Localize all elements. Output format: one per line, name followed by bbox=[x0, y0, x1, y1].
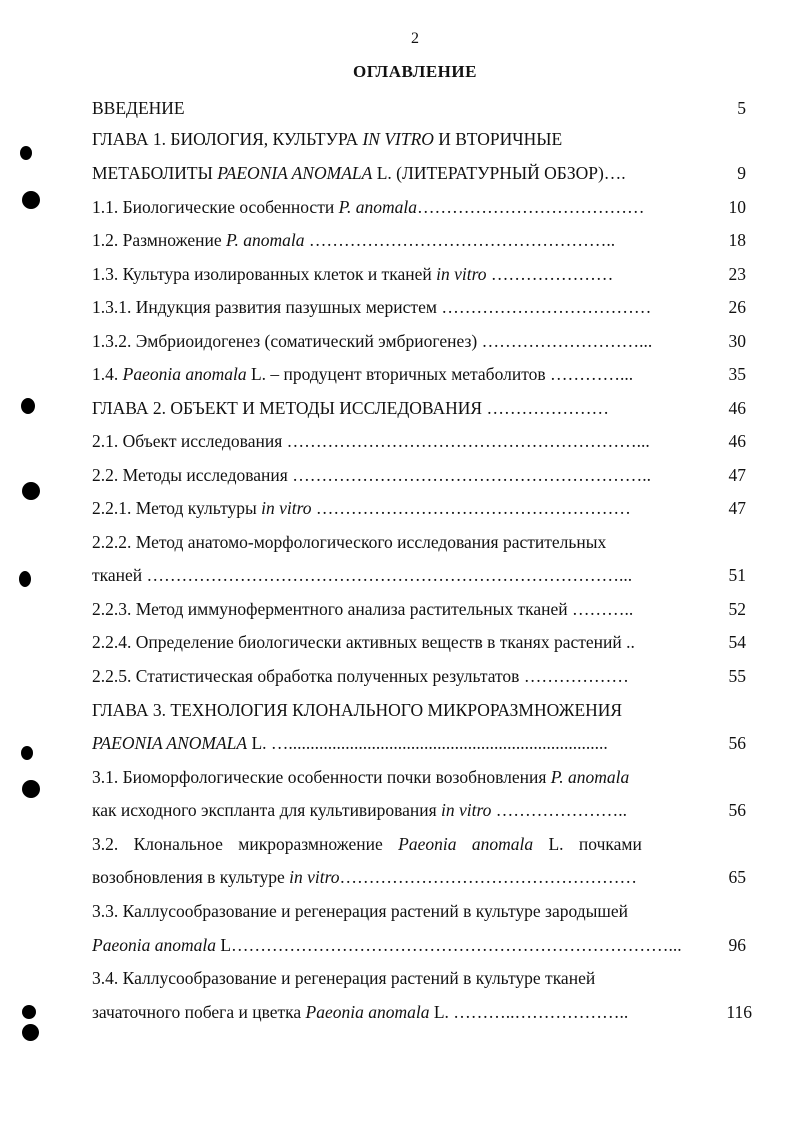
punch-hole-mark bbox=[22, 482, 40, 500]
page-title: ОГЛАВЛЕНИЕ bbox=[353, 62, 477, 81]
toc-entry-1-3-2: 1.3.2. Эмбриоидогенез (соматический эмбриогенез) ………………………... bbox=[92, 331, 653, 351]
toc-entry-ch2: ГЛАВА 2. ОБЪЕКТ И МЕТОДЫ ИССЛЕДОВАНИЯ ………………… bbox=[92, 398, 609, 418]
toc-entry-1-1: 1.1. Биологические особенности P. anomala………………………………… bbox=[92, 197, 645, 217]
toc-entry-2-2-1: 2.2.1. Метод культуры in vitro ……………………………………………… bbox=[92, 498, 631, 518]
toc-page: 65 bbox=[728, 867, 746, 887]
toc-page: 23 bbox=[728, 264, 746, 284]
toc-entry-ch1: ГЛАВА 1. БИОЛОГИЯ, КУЛЬТУРА IN VITRO И ВТОРИЧНЫЕ bbox=[92, 129, 563, 149]
toc-entry-2-2-5: 2.2.5. Статистическая обработка полученных результатов ……………… bbox=[92, 666, 629, 686]
toc-page: 96 bbox=[728, 935, 746, 955]
toc-entry-2-1: 2.1. Объект исследования ……………………………………………………... bbox=[92, 431, 650, 451]
toc-entry-1-3-1: 1.3.1. Индукция развития пазушных меристем ……………………………… bbox=[92, 297, 652, 317]
toc-entry-3-1: 3.1. Биоморфологические особенности почки возобновления P. anomala bbox=[92, 767, 630, 787]
punch-hole-mark bbox=[20, 146, 32, 160]
toc-entry-2-2-2: 2.2.2. Метод анатомо-морфологического исследования растительных bbox=[92, 532, 607, 552]
toc-entry-intro: ВВЕДЕНИЕ bbox=[92, 98, 185, 118]
toc-entry-1-3: 1.3. Культура изолированных клеток и тканей in vitro ………………… bbox=[92, 264, 614, 284]
toc-page: 54 bbox=[728, 632, 746, 652]
punch-hole-mark bbox=[22, 1024, 39, 1041]
toc-entry-2-2-2-cont: тканей ………………………………………………………………………... bbox=[92, 565, 633, 585]
toc-entry-2-2: 2.2. Методы исследования …………………………………………………….. bbox=[92, 465, 651, 485]
toc-entry-3-4-cont: зачаточного побега и цветка Paeonia anomala L. ………..……………….. bbox=[92, 1002, 629, 1022]
toc-page: 10 bbox=[728, 197, 746, 217]
toc-entry-ch3: ГЛАВА 3. ТЕХНОЛОГИЯ КЛОНАЛЬНОГО МИКРОРАЗМНОЖЕНИЯ bbox=[92, 700, 623, 720]
toc-page: 46 bbox=[728, 398, 746, 418]
toc-page: 51 bbox=[728, 565, 746, 585]
punch-hole-mark bbox=[21, 746, 33, 760]
toc-page: 55 bbox=[728, 666, 746, 686]
toc-page: 35 bbox=[728, 364, 746, 384]
toc-page: 47 bbox=[728, 465, 746, 485]
toc-entry-3-2-cont: возобновления в культуре in vitro…………………………………………… bbox=[92, 867, 638, 887]
toc-page: 5 bbox=[737, 98, 746, 118]
toc-page: 26 bbox=[728, 297, 746, 317]
toc-entry-3-2: 3.2. Клональное микроразмножение Paeonia anomala L. почками bbox=[92, 834, 642, 854]
toc-entry-3-4: 3.4. Каллусообразование и регенерация растений в культуре тканей bbox=[92, 968, 596, 988]
toc-page: 56 bbox=[728, 733, 746, 753]
toc-entry-ch1-cont: МЕТАБОЛИТЫ PAEONIA ANOMALA L. (ЛИТЕРАТУРНЫЙ ОБЗОР)…. bbox=[92, 163, 626, 183]
toc-page: 52 bbox=[728, 599, 746, 619]
toc-page: 46 bbox=[728, 431, 746, 451]
toc-page: 9 bbox=[737, 163, 746, 183]
toc-entry-3-1-cont: как исходного экспланта для культивирования in vitro ………………….. bbox=[92, 800, 628, 820]
toc-page: 116 bbox=[726, 1002, 752, 1022]
toc-entry-1-2: 1.2. Размножение P. anomala …………………………………………….. bbox=[92, 230, 616, 250]
toc-entry-3-3: 3.3. Каллусообразование и регенерация растений в культуре зародышей bbox=[92, 901, 628, 921]
toc-page: 47 bbox=[728, 498, 746, 518]
toc-entry-1-4: 1.4. Paeonia anomala L. – продуцент вторичных метаболитов …………... bbox=[92, 364, 634, 384]
toc-page: 56 bbox=[728, 800, 746, 820]
punch-hole-mark bbox=[19, 571, 31, 587]
toc-entry-ch3-cont: PAEONIA ANOMALA L. …......................................................................... bbox=[92, 733, 608, 753]
toc-page: 18 bbox=[728, 230, 746, 250]
punch-hole-mark bbox=[22, 780, 40, 798]
punch-hole-mark bbox=[22, 1005, 36, 1019]
punch-hole-mark bbox=[21, 398, 35, 414]
toc-entry-2-2-3: 2.2.3. Метод иммуноферментного анализа растительных тканей ……….. bbox=[92, 599, 634, 619]
punch-hole-mark bbox=[22, 191, 40, 209]
page-number: 2 bbox=[411, 30, 419, 47]
toc-page: 30 bbox=[728, 331, 746, 351]
toc-entry-2-2-4: 2.2.4. Определение биологически активных веществ в тканях растений .. bbox=[92, 632, 635, 652]
toc-entry-3-3-cont: Paeonia anomala L…………………………………………………………………... bbox=[92, 935, 682, 955]
